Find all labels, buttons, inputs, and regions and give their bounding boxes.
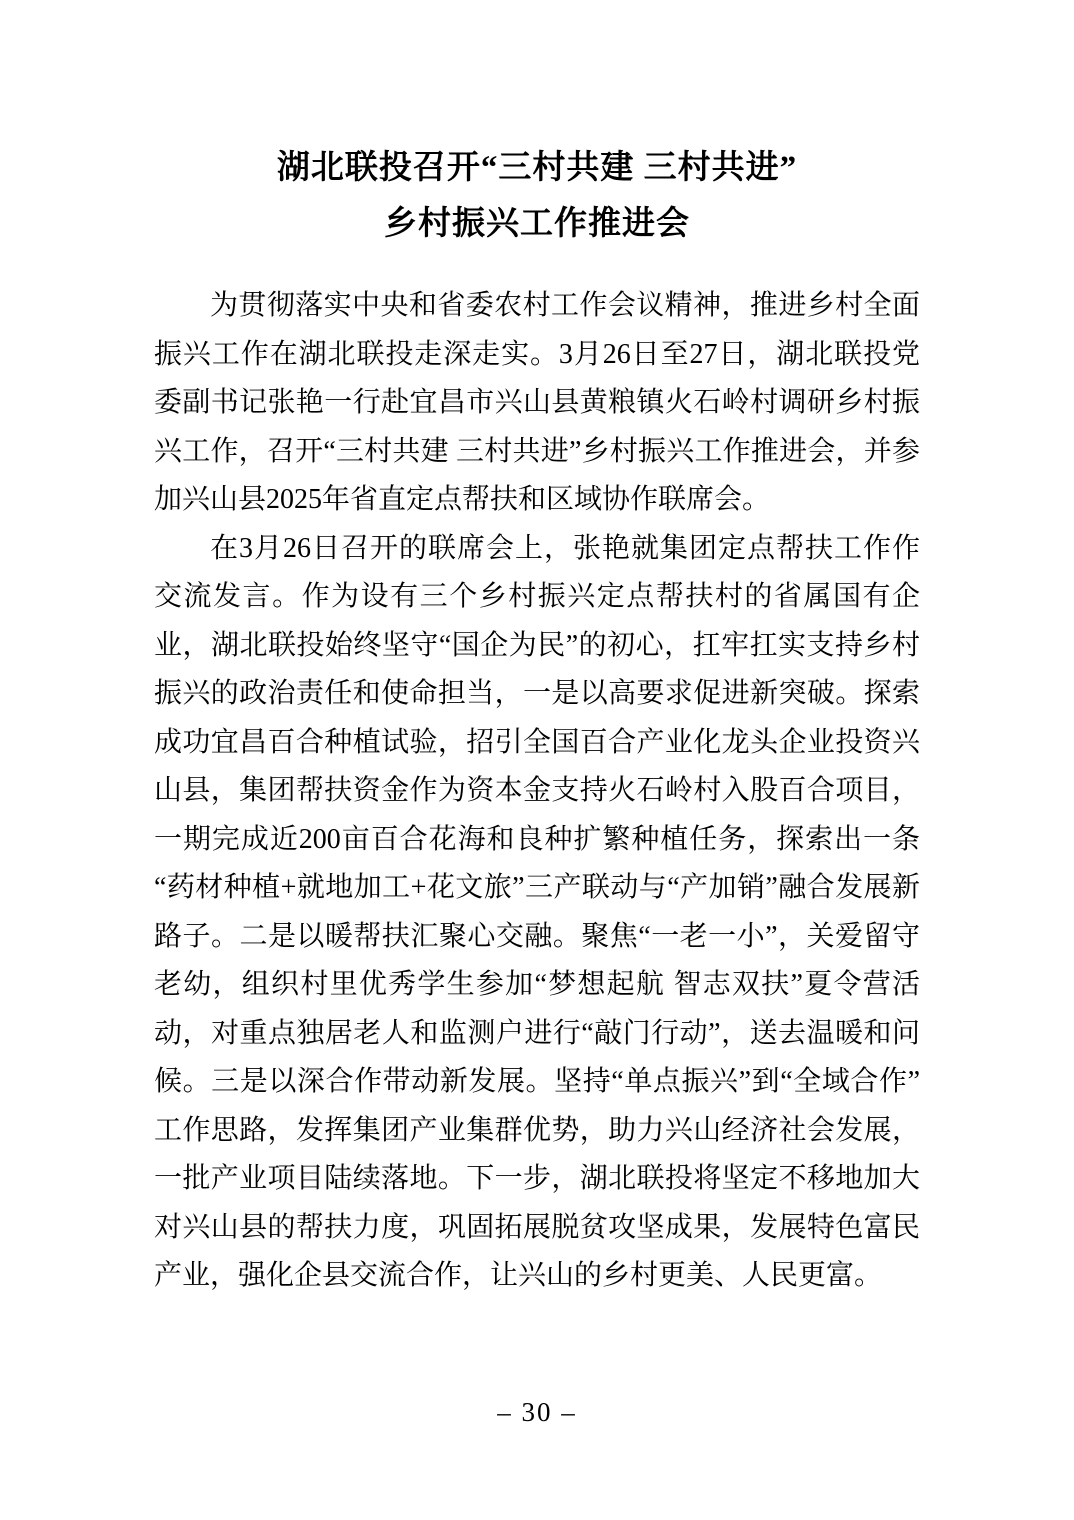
title-line-2: 乡村振兴工作推进会 <box>384 206 690 242</box>
page-number: – 30 – <box>497 1397 577 1427</box>
body-paragraph-1: 为贯彻落实中央和省委农村工作会议精神，推进乡村全面振兴工作在湖北联投走深走实。3月26日至27日，湖北联投党委副书记张艳一行赴宜昌市兴山县黄粮镇火石岭村调研乡村振兴工作，召开“三村共建 三村共进”乡村振兴工作推进会，并参加兴山县2025年省直定点帮扶和区域协作联席会。 <box>154 290 920 515</box>
document-title <box>0 140 1074 252</box>
document-body <box>154 282 920 1301</box>
title-line-1: 湖北联投召开“三村共建 三村共进” <box>276 150 798 186</box>
body-paragraph-2: 在3月26日召开的联席会上，张艳就集团定点帮扶工作作交流发言。作为设有三个乡村振兴定点帮扶村的省属国有企业，湖北联投始终坚守“国企为民”的初心，扛牢扛实支持乡村振兴的政治责任和使命担当，一是以高要求促进新突破。探索成功宜昌百合种植试验，招引全国百合产业化龙头企业投资兴山县，集团帮扶资金作为资本金支持火石岭村入股百合项目，一期完成近200亩百合花海和良种扩繁种植任务，探索出一条“药材种植+就地加工+花文旅”三产联动与“产加销”融合发展新路子。二是以暖帮扶汇聚心交融。聚焦“一老一小”，关爱留守老幼，组织村里优秀学生参加“梦想起航 智志双扶”夏令营活动，对重点独居老人和监测户进行“敲门行动”，送去温暖和问候。三是以深合作带动新发展。坚持“单点振兴”到“全域合作”工作思路，发挥集团产业集群优势，助力兴山经济社会发展，一批产业项目陆续落地。下一步，湖北联投将坚定不移地加大对兴山县的帮扶力度，巩固拓展脱贫攻坚成果，发展特色富民产业，强化企县交流合作，让兴山的乡村更美、人民更富。 <box>154 532 920 1291</box>
